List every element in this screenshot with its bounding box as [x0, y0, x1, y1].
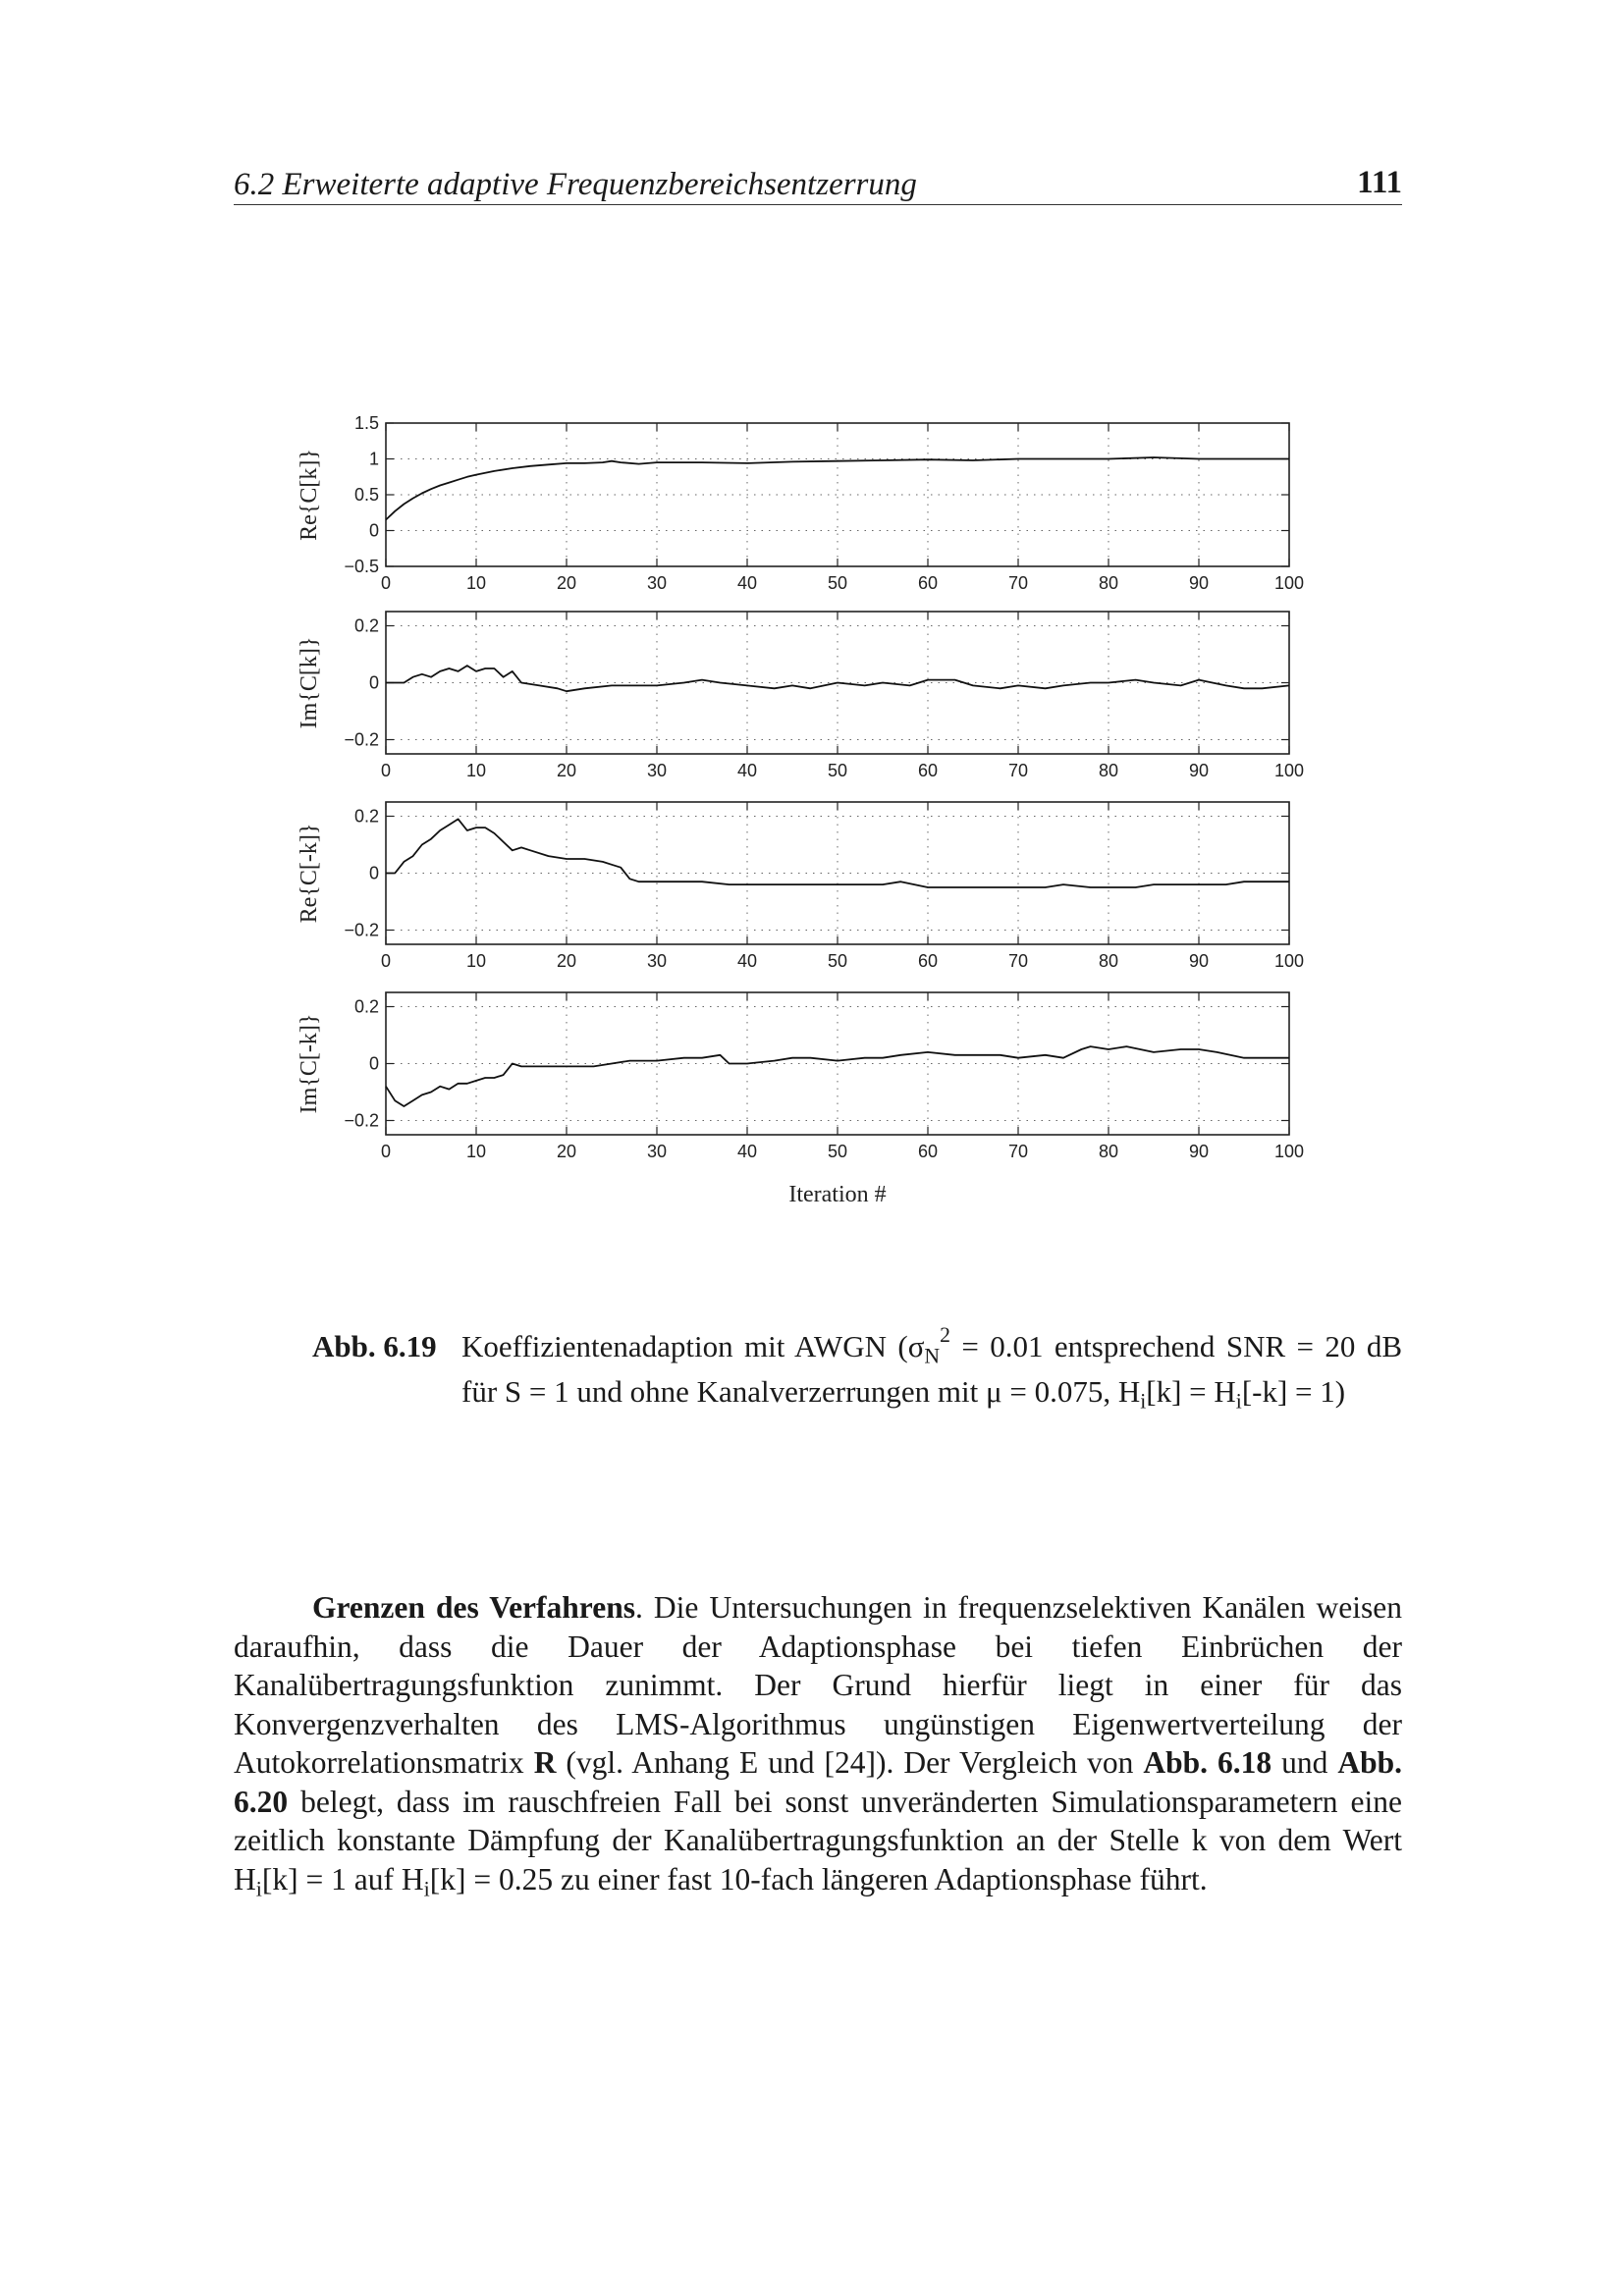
x-tick-label: 0: [380, 1142, 392, 1161]
x-tick-label: 90: [1188, 1142, 1210, 1161]
x-tick-label: 0: [380, 573, 392, 593]
x-tick-label: 70: [1007, 573, 1029, 593]
x-tick-label: 100: [1273, 1142, 1305, 1161]
x-tick-label: 30: [646, 573, 668, 593]
y-tick-label: −0.2: [344, 1110, 379, 1131]
series-line: [386, 1046, 1289, 1106]
y-tick-label: 0: [368, 1053, 379, 1074]
x-tick-label: 40: [736, 951, 758, 971]
y-tick-label: 0.2: [353, 615, 379, 636]
x-tick-label: 50: [827, 761, 848, 780]
figure-caption: [312, 1324, 1402, 1415]
x-tick-label: 10: [465, 1142, 487, 1161]
series-line: [386, 457, 1289, 520]
y-tick-label: 0.2: [353, 806, 379, 827]
x-tick-label: 40: [736, 573, 758, 593]
figure-reference: Abb. 6.18: [1143, 1745, 1272, 1780]
plot-frame: [386, 612, 1289, 754]
caption-label: Abb. 6.19: [312, 1329, 437, 1363]
y-tick-label: −0.2: [344, 920, 379, 940]
caption-text: Koeffizientenadaption mit AWGN ($\sigma_N^2 = 0.01$ entsprechend SNR = 20 dB für S = 1 und ohne Kanalverzerrungen mit μ = 0.075, $H_i[k] = H_i[-k] = 1$): [461, 1322, 1403, 1414]
y-tick-label: 1.5: [353, 413, 379, 433]
x-tick-label: 20: [556, 761, 577, 780]
x-tick-label: 80: [1098, 951, 1119, 971]
y-tick-label: 1: [368, 449, 379, 469]
x-tick-label: 60: [917, 951, 939, 971]
x-tick-label: 0: [380, 951, 392, 971]
x-tick-label: 30: [646, 1142, 668, 1161]
series-line: [386, 666, 1289, 691]
x-tick-label: 70: [1007, 1142, 1029, 1161]
y-tick-label: −0.5: [344, 557, 379, 576]
figure-reference: Abb. 6.20: [234, 1745, 1403, 1819]
x-tick-label: 10: [465, 951, 487, 971]
x-tick-label: 10: [465, 573, 487, 593]
x-tick-label: 100: [1273, 573, 1305, 593]
x-tick-label: 90: [1188, 761, 1210, 780]
x-tick-label: 100: [1273, 761, 1305, 780]
paragraph-lead: Grenzen des Verfahrens: [312, 1590, 635, 1625]
x-tick-label: 50: [827, 573, 848, 593]
y-axis-label: Im{C[k]}: [297, 636, 322, 729]
x-tick-label: 80: [1098, 761, 1119, 780]
y-tick-label: 0: [368, 863, 379, 883]
running-header: [234, 163, 1402, 205]
page-number: 111: [1357, 165, 1402, 200]
x-tick-label: 60: [917, 573, 939, 593]
y-tick-label: −0.2: [344, 729, 379, 750]
plot-frame: [386, 423, 1289, 566]
x-tick-label: 10: [465, 761, 487, 780]
section-title: 6.2 Erweiterte adaptive Frequenzbereichsentzerrung: [234, 167, 917, 202]
x-tick-label: 90: [1188, 951, 1210, 971]
y-axis-label: Re{C[-k]}: [297, 823, 322, 924]
x-tick-label: 20: [556, 1142, 577, 1161]
x-tick-label: 80: [1098, 1142, 1119, 1161]
x-tick-label: 20: [556, 951, 577, 971]
x-tick-label: 100: [1273, 951, 1305, 971]
x-tick-label: 70: [1007, 951, 1029, 971]
body-paragraph: Grenzen des Verfahrens. Die Untersuchungen in frequenzselektiven Kanälen weisen daraufhin, dass die Dauer der Adaptionsphase bei tiefen Einbrüchen der Kanalübertragungsfunktion zunimmt. Der Grund hierfür liegt in einer für das Konvergenzverhalten des LMS-Algorithmus ungünstigen Eigenwertverteilung der Autokorrelationsmatrix R (vgl. Anhang E und [24]). Der Vergleich von Abb. 6.18 und Abb. 6.20 belegt, dass im rauschfreien Fall bei sonst unveränderten Simulationsparametern eine zeitlich konstante Dämpfung der Kanalübertragungsfunktion an der Stelle k von dem Wert $H_i[k] = 1$ auf $H_i[k] = 0.25$ zu einer fast 10-fach längeren Adaptionsphase führt.: [234, 1590, 1403, 1901]
x-tick-label: 30: [646, 761, 668, 780]
x-tick-label: 80: [1098, 573, 1119, 593]
x-tick-label: 50: [827, 1142, 848, 1161]
x-tick-label: 60: [917, 761, 939, 780]
y-axis-label: Re{C[k]}: [297, 449, 322, 541]
x-tick-label: 30: [646, 951, 668, 971]
x-tick-label: 0: [380, 761, 392, 780]
y-tick-label: 0.5: [353, 485, 379, 505]
x-axis-label: Iteration #: [788, 1182, 887, 1207]
plot-frame: [386, 802, 1289, 944]
x-tick-label: 40: [736, 1142, 758, 1161]
y-tick-label: 0: [368, 672, 379, 693]
x-tick-label: 50: [827, 951, 848, 971]
x-tick-label: 40: [736, 761, 758, 780]
x-tick-label: 90: [1188, 573, 1210, 593]
y-axis-label: Im{C[-k]}: [297, 1013, 322, 1114]
series-line: [386, 819, 1289, 887]
plot-frame: [386, 992, 1289, 1135]
x-tick-label: 70: [1007, 761, 1029, 780]
y-tick-label: 0.2: [353, 996, 379, 1017]
x-tick-label: 20: [556, 573, 577, 593]
x-tick-label: 60: [917, 1142, 939, 1161]
y-tick-label: 0: [368, 520, 379, 541]
